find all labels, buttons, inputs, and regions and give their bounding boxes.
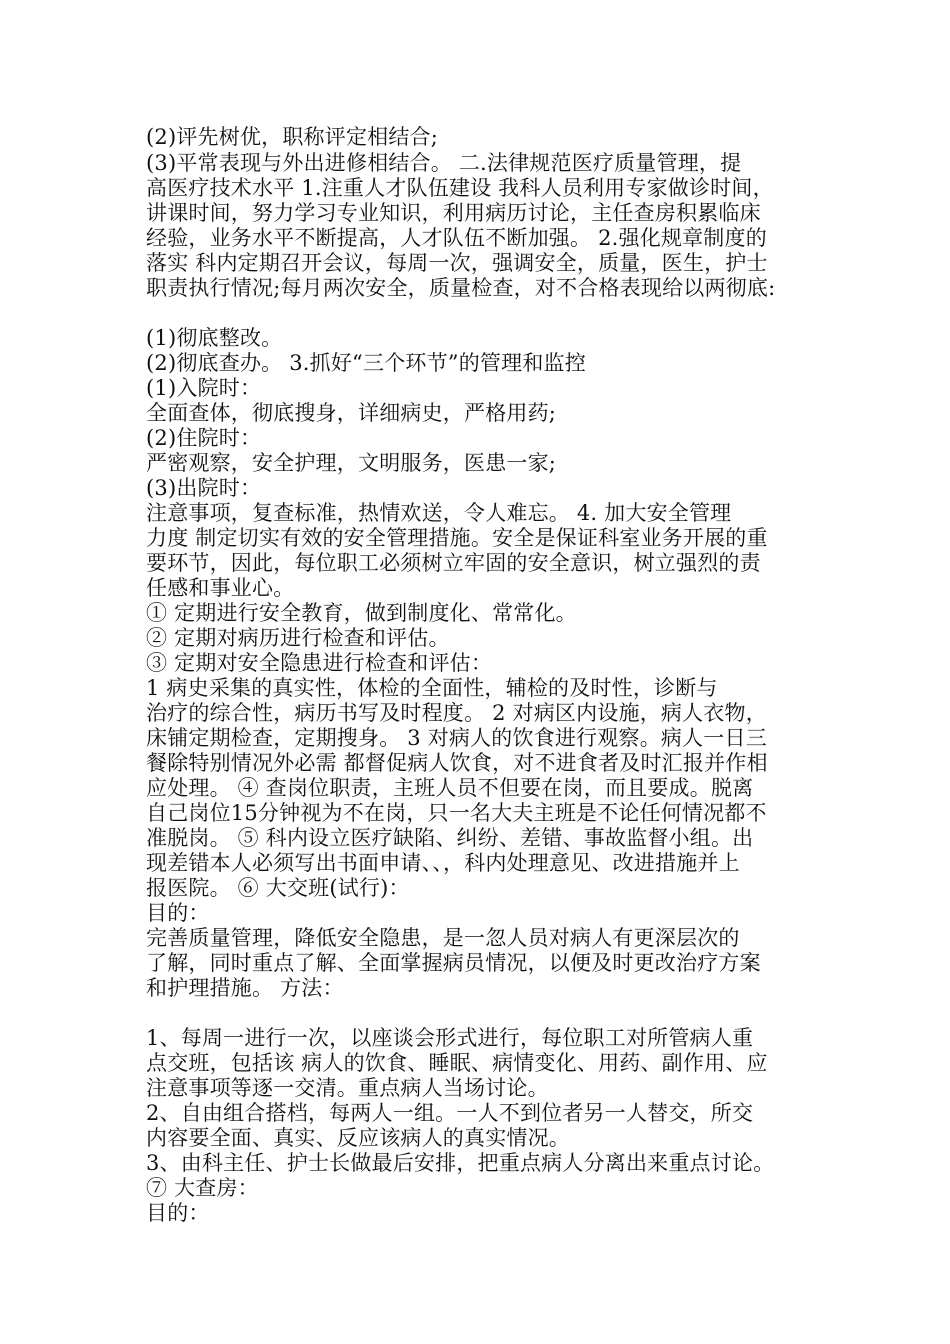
text-line: 报医院。 ⑥ 大交班(试行)：	[146, 876, 410, 900]
text-line: 3、由科主任、护士长做最后安排，把重点病人分离出来重点讨论。	[146, 1151, 775, 1175]
text-line: 准脱岗。 ⑤ 科内设立医疗缺陷、纠纷、差错、事故监督小组。出	[146, 826, 754, 850]
text-line: 严密观察，安全护理，文明服务，医患一家;	[146, 451, 557, 475]
text-line: 讲课时间，努力学习专业知识，利用病历讨论，主任查房积累临床	[146, 201, 761, 225]
text-line: ⑦ 大查房：	[146, 1176, 259, 1200]
text-line: 和护理措施。 方法：	[146, 976, 344, 1000]
text-line: 1、每周一进行一次，以座谈会形式进行，每位职工对所管病人重	[146, 1026, 754, 1050]
text-line: 全面查体，彻底搜身，详细病史，严格用药;	[146, 401, 557, 425]
text-line: 落实 科内定期召开会议，每周一次，强调安全，质量，医生，护士	[146, 251, 768, 275]
text-line: 了解，同时重点了解、全面掌握病员情况，以便及时更改治疗方案	[146, 951, 761, 975]
text-line: 目的：	[146, 901, 210, 925]
text-line: 现差错本人必须写出书面申请、、，科内处理意见、改进措施并上	[146, 851, 740, 875]
text-line: 职责执行情况;每月两次安全，质量检查，对不合格表现给以两彻底:	[146, 276, 776, 300]
text-line: ③ 定期对安全隐患进行检查和评估：	[146, 651, 493, 675]
text-line: 力度 制定切实有效的安全管理措施。安全是保证科室业务开展的重	[146, 526, 768, 550]
text-line: 治疗的综合性，病历书写及时程度。 2 对病区内设施，病人衣物，	[146, 701, 767, 725]
text-line: (3)出院时：	[146, 476, 262, 500]
text-line: 1 病史采集的真实性，体检的全面性，辅检的及时性，诊断与	[146, 676, 718, 700]
text-line: 注意事项，复查标准，热情欢送，令人难忘。 4. 加大安全管理	[146, 501, 732, 525]
text-line: 自己岗位15分钟视为不在岗，只一名大夫主班是不论任何情况都不	[146, 801, 767, 825]
text-line: (1)彻底整改。	[146, 326, 283, 350]
text-line: 应处理。 ④ 查岗位职责，主班人员不但要在岗，而且要成。脱离	[146, 776, 754, 800]
text-line: ② 定期对病历进行检查和评估。	[146, 626, 450, 650]
text-line: 任感和事业心。	[146, 576, 295, 600]
text-line: (3)平常表现与外出进修相结合。 二.法律规范医疗质量管理，提	[146, 151, 742, 175]
text-line: 经验，业务水平不断提高，人才队伍不断加强。 2.强化规章制度的	[146, 226, 767, 250]
text-line: 目的：	[146, 1201, 210, 1225]
text-line: (2)住院时：	[146, 426, 262, 450]
text-line: (2)评先树优，职称评定相结合;	[146, 125, 439, 149]
text-line: (1)入院时：	[146, 376, 262, 400]
text-line: 点交班，包括该 病人的饮食、睡眠、病情变化、用药、副作用、应	[146, 1051, 768, 1075]
text-line: 要环节，因此，每位职工必须树立牢固的安全意识，树立强烈的责	[146, 551, 761, 575]
text-line: 2、自由组合搭档，每两人一组。一人不到位者另一人替交，所交	[146, 1101, 754, 1125]
text-line: 内容要全面、真实、反应该病人的真实情况。	[146, 1126, 570, 1150]
text-line: ① 定期进行安全教育，做到制度化、常常化。	[146, 601, 577, 625]
text-line: 注意事项等逐一交清。重点病人当场讨论。	[146, 1076, 549, 1100]
text-line: 床铺定期检查，定期搜身。 3 对病人的饮食进行观察。病人一日三	[146, 726, 767, 750]
text-line: 餐除特别情况外必需 都督促病人饮食，对不进食者及时汇报并作相	[146, 751, 768, 775]
text-line: 完善质量管理，降低安全隐患，是一忽人员对病人有更深层次的	[146, 926, 740, 950]
text-line: (2)彻底查办。 3.抓好“三个环节”的管理和监控	[146, 351, 586, 375]
text-line: 高医疗技术水平 1.注重人才队伍建设 我科人员利用专家做诊时间，	[146, 176, 774, 200]
